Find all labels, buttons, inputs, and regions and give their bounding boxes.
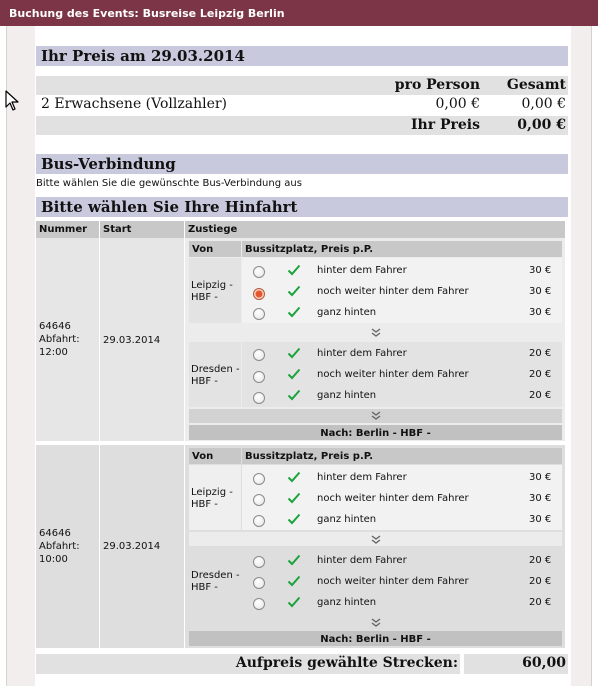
seat-price: 30 € <box>529 286 552 297</box>
seat-radio[interactable] <box>253 371 265 383</box>
connection-1-stop-2-name2: HBF - <box>191 376 218 387</box>
check-icon <box>287 492 301 504</box>
connection-1-stop-1-name2: HBF - <box>191 292 218 303</box>
window-title: Buchung des Events: Busreise Leipzig Berlin <box>0 0 598 26</box>
mouse-cursor-icon <box>5 90 21 112</box>
seat-radio[interactable] <box>253 349 265 361</box>
price-row-total: 0,00 € <box>521 96 566 112</box>
connection-2-stop-1-name: Leipzig - <box>191 487 233 498</box>
seat-label: noch weiter hinter dem Fahrer <box>317 286 469 297</box>
seat-price: 20 € <box>529 576 552 587</box>
seat-price: 20 € <box>529 348 552 359</box>
connection-1-destination: Nach: Berlin - HBF - <box>189 425 562 440</box>
connection-2-col-from: Von <box>189 448 241 464</box>
connection-1-date: 29.03.2014 <box>103 335 161 346</box>
seat-price: 30 € <box>529 472 552 483</box>
double-chevron-down-icon <box>370 535 382 544</box>
check-icon <box>287 554 301 566</box>
check-icon <box>287 347 301 359</box>
price-section-heading: Ihr Preis am 29.03.2014 <box>36 46 568 66</box>
seat-radio[interactable] <box>253 556 265 568</box>
check-icon <box>287 471 301 483</box>
double-chevron-down-icon <box>370 411 382 420</box>
connection-1-stop-1-name: Leipzig - <box>191 280 233 291</box>
connection-2-dep-time: 10:00 <box>39 554 68 565</box>
col-total: Gesamt <box>506 77 566 93</box>
price-total-label: Ihr Preis <box>411 117 480 133</box>
seat-radio[interactable] <box>253 494 265 506</box>
bus-section-heading: Bus-Verbindung <box>36 154 568 174</box>
connection-1-number: 64646 <box>39 321 71 332</box>
seat-price: 30 € <box>529 514 552 525</box>
check-icon <box>287 575 301 587</box>
bus-instruction: Bitte wählen Sie die gewünschte Bus-Verbindung aus <box>36 178 302 189</box>
connection-1-col-from: Von <box>189 241 241 257</box>
connection-2-dep-label: Abfahrt: <box>39 541 80 552</box>
col-per-person: pro Person <box>394 77 480 93</box>
seat-radio-selected[interactable] <box>253 288 265 300</box>
seat-price: 20 € <box>529 369 552 380</box>
connection-2-stop-2-name2: HBF - <box>191 582 218 593</box>
seat-label: ganz hinten <box>317 390 377 401</box>
surcharge-label: Aufpreis gewählte Strecken: <box>235 655 458 671</box>
col-number: Nummer <box>36 221 99 238</box>
check-icon <box>287 264 301 276</box>
check-icon <box>287 513 301 525</box>
outbound-heading: Bitte wählen Sie Ihre Hinfahrt <box>36 197 568 217</box>
seat-price: 30 € <box>529 307 552 318</box>
seat-radio[interactable] <box>253 473 265 485</box>
double-chevron-down-icon <box>370 328 382 337</box>
connection-2-number: 64646 <box>39 528 71 539</box>
seat-radio[interactable] <box>253 266 265 278</box>
connection-2-date: 29.03.2014 <box>103 541 161 552</box>
connection-2-destination: Nach: Berlin - HBF - <box>189 631 562 646</box>
seat-label: hinter dem Fahrer <box>317 265 407 276</box>
col-start: Start <box>100 221 184 238</box>
price-row-label: 2 Erwachsene (Vollzahler) <box>41 96 228 112</box>
seat-label: noch weiter hinter dem Fahrer <box>317 369 469 380</box>
seat-radio[interactable] <box>253 515 265 527</box>
double-chevron-down-icon <box>370 618 382 627</box>
check-icon <box>287 368 301 380</box>
seat-price: 30 € <box>529 265 552 276</box>
seat-label: hinter dem Fahrer <box>317 555 407 566</box>
surcharge-value: 60,00 <box>522 655 566 671</box>
seat-price: 30 € <box>529 493 552 504</box>
check-icon <box>287 285 301 297</box>
seat-price: 20 € <box>529 390 552 401</box>
price-total-value: 0,00 € <box>517 117 566 133</box>
seat-label: hinter dem Fahrer <box>317 348 407 359</box>
price-row-per-person: 0,00 € <box>435 96 480 112</box>
seat-label: ganz hinten <box>317 307 377 318</box>
check-icon <box>287 389 301 401</box>
connection-1-stop-2-name: Dresden - <box>191 364 240 375</box>
seat-radio[interactable] <box>253 577 265 589</box>
connection-1-col-seat: Bussitzplatz, Preis p.P. <box>242 241 562 257</box>
connection-2-stop-2-name: Dresden - <box>191 570 240 581</box>
seat-price: 20 € <box>529 555 552 566</box>
seat-price: 20 € <box>529 597 552 608</box>
seat-radio[interactable] <box>253 308 265 320</box>
connection-1-dep-time: 12:00 <box>39 347 68 358</box>
col-stops: Zustiege <box>185 221 565 238</box>
seat-radio[interactable] <box>253 392 265 404</box>
seat-label: ganz hinten <box>317 514 377 525</box>
seat-label: ganz hinten <box>317 597 377 608</box>
seat-label: hinter dem Fahrer <box>317 472 407 483</box>
seat-label: noch weiter hinter dem Fahrer <box>317 493 469 504</box>
seat-label: noch weiter hinter dem Fahrer <box>317 576 469 587</box>
connection-2-col-seat: Bussitzplatz, Preis p.P. <box>242 448 562 464</box>
connection-1-dep-label: Abfahrt: <box>39 334 80 345</box>
check-icon <box>287 306 301 318</box>
connection-2-stop-1-name2: HBF - <box>191 499 218 510</box>
check-icon <box>287 596 301 608</box>
seat-radio[interactable] <box>253 598 265 610</box>
